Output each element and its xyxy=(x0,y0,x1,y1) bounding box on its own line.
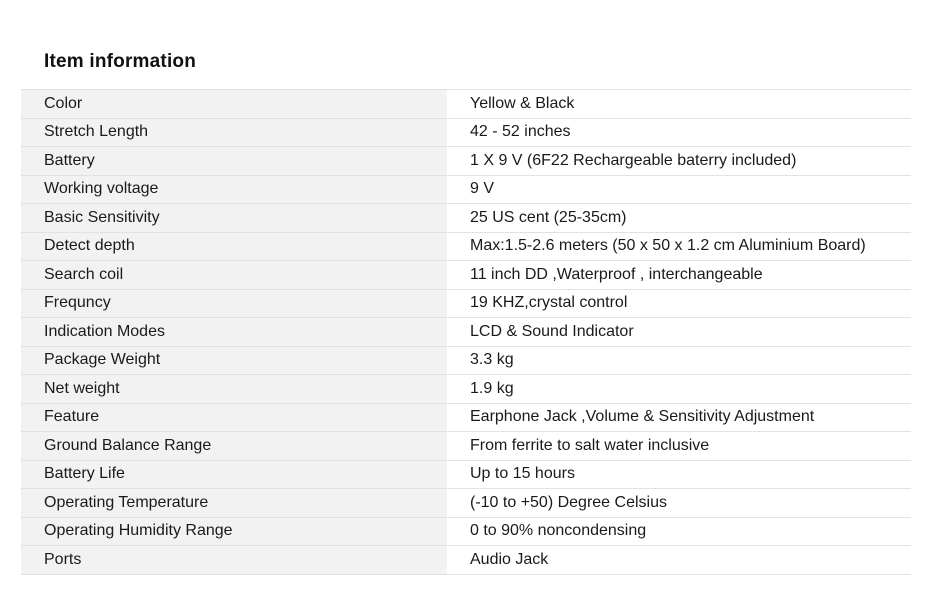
table-row xyxy=(21,147,911,176)
table-row xyxy=(21,204,911,233)
spec-value: 0 to 90% noncondensing xyxy=(447,517,911,546)
table-row xyxy=(21,175,911,204)
spec-value: 11 inch DD ,Waterproof , interchangeable xyxy=(447,261,911,290)
spec-label: Ground Balance Range xyxy=(21,432,447,461)
table-row xyxy=(21,517,911,546)
spec-label: Battery xyxy=(21,147,447,176)
spec-value: 25 US cent (25-35cm) xyxy=(447,204,911,233)
table-row xyxy=(21,318,911,347)
spec-value: From ferrite to salt water inclusive xyxy=(447,432,911,461)
specification-table xyxy=(21,89,911,575)
spec-label: Package Weight xyxy=(21,346,447,375)
spec-value: 19 KHZ,crystal control xyxy=(447,289,911,318)
spec-value: (-10 to +50) Degree Celsius xyxy=(447,489,911,518)
table-row xyxy=(21,346,911,375)
table-row xyxy=(21,232,911,261)
table-row xyxy=(21,289,911,318)
spec-value: 3.3 kg xyxy=(447,346,911,375)
spec-value: Max:1.5-2.6 meters (50 x 50 x 1.2 cm Aluminium Board) xyxy=(447,232,911,261)
table-row xyxy=(21,261,911,290)
spec-label: Indication Modes xyxy=(21,318,447,347)
table-row xyxy=(21,546,911,575)
spec-label: Operating Humidity Range xyxy=(21,517,447,546)
spec-value: Audio Jack xyxy=(447,546,911,575)
spec-value: LCD & Sound Indicator xyxy=(447,318,911,347)
spec-label: Stretch Length xyxy=(21,118,447,147)
spec-label: Color xyxy=(21,90,447,119)
spec-label: Net weight xyxy=(21,375,447,404)
spec-label: Operating Temperature xyxy=(21,489,447,518)
spec-label: Ports xyxy=(21,546,447,575)
spec-value: 9 V xyxy=(447,175,911,204)
spec-label: Feature xyxy=(21,403,447,432)
spec-label: Basic Sensitivity xyxy=(21,204,447,233)
section-title: Item information xyxy=(44,51,197,72)
spec-label: Working voltage xyxy=(21,175,447,204)
spec-value: Earphone Jack ,Volume & Sensitivity Adjustment xyxy=(447,403,911,432)
table-row xyxy=(21,489,911,518)
spec-label: Frequncy xyxy=(21,289,447,318)
table-row xyxy=(21,375,911,404)
spec-label: Battery Life xyxy=(21,460,447,489)
spec-value: 42 - 52 inches xyxy=(447,118,911,147)
spec-label: Search coil xyxy=(21,261,447,290)
spec-value: Yellow & Black xyxy=(447,90,911,119)
table-row xyxy=(21,118,911,147)
spec-value: 1 X 9 V (6F22 Rechargeable baterry included) xyxy=(447,147,911,176)
table-row xyxy=(21,403,911,432)
spec-value: Up to 15 hours xyxy=(447,460,911,489)
spec-label: Detect depth xyxy=(21,232,447,261)
table-row xyxy=(21,432,911,461)
table-row xyxy=(21,90,911,119)
table-row xyxy=(21,460,911,489)
spec-value: 1.9 kg xyxy=(447,375,911,404)
